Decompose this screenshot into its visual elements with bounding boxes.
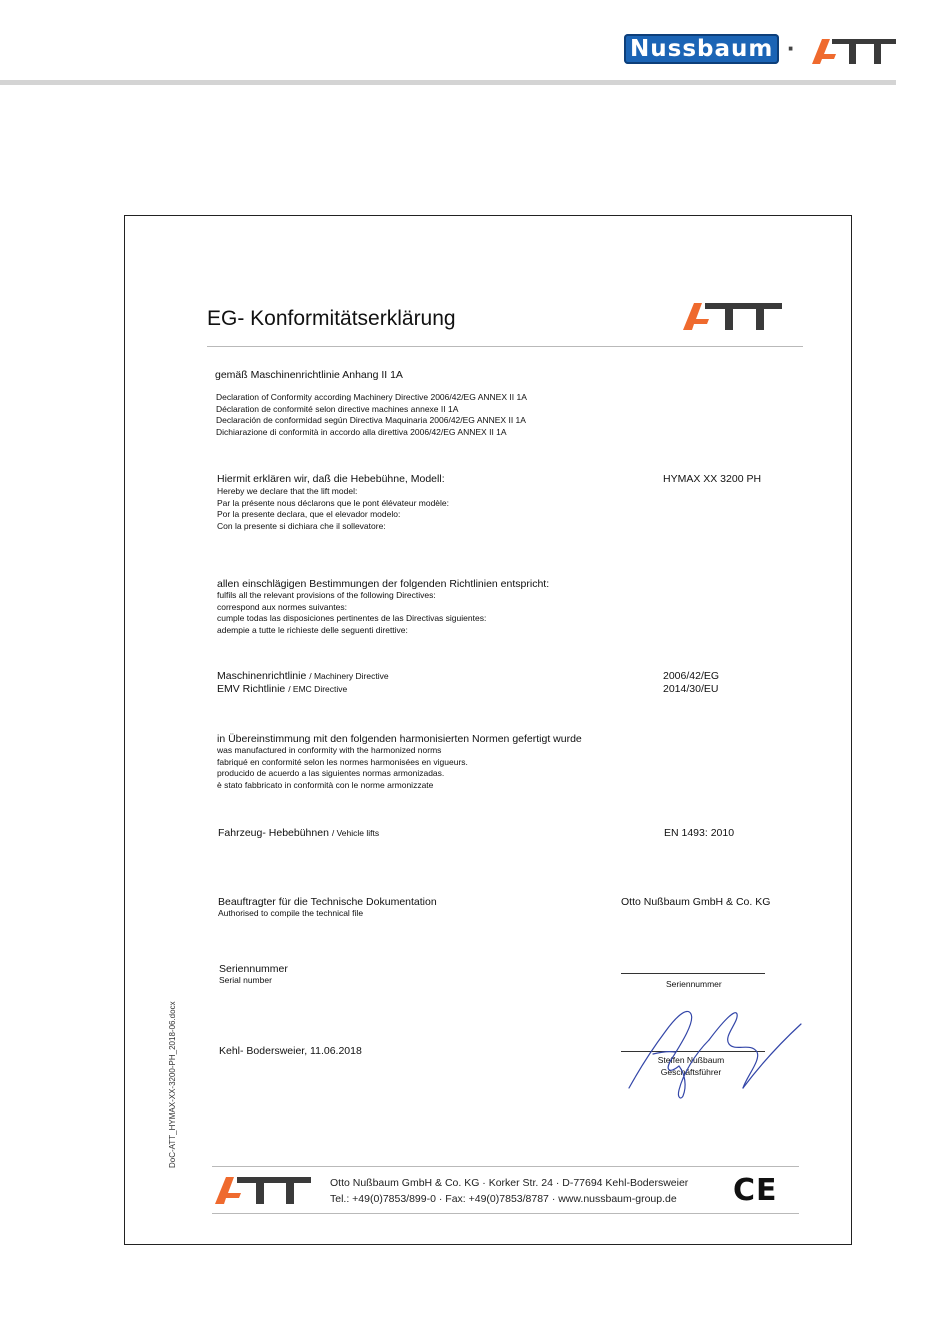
subtitle-de: gemäß Maschinenrichtlinie Anhang II 1A <box>215 369 403 381</box>
subtitle-translations <box>216 392 527 438</box>
model-label-es: Por la presente declara, que el elevador modelo: <box>217 509 401 520</box>
norm-code: EN 1493: 2010 <box>664 827 735 839</box>
directives-label-translations <box>217 590 486 636</box>
model-label-fr: Par la présente nous déclarons que le pont élévateur modèle: <box>217 497 450 508</box>
model-label-it: Con la presente si dichiara che il sollevatore: <box>217 520 386 531</box>
header-rule <box>0 80 896 85</box>
document-filename: DoC-ATT_HYMAX-XX-3200-PH_2018-06.docx <box>168 1001 177 1168</box>
handwritten-signature <box>625 1004 805 1100</box>
document-title: EG- Konformitätserklärung <box>207 307 456 330</box>
directive-row <box>217 670 389 682</box>
documentation-label-en: Authorised to compile the technical file <box>218 908 364 918</box>
directive-name-en: / Machinery Directive <box>309 671 389 681</box>
model-label-de: Hiermit erklären wir, daß die Hebebühne, Modell: <box>217 473 445 485</box>
directive-row <box>217 683 347 695</box>
norms-label-de: in Übereinstimmung mit den folgenden harmonisierten Normen gefertigt wurde <box>217 733 582 745</box>
model-label-translations <box>217 486 449 532</box>
signatory-name: Steffen Nußbaum <box>657 1055 725 1065</box>
directive-name-de: Maschinenrichtlinie <box>217 670 307 682</box>
subtitle-it: Dichiarazione di conformità in accordo alla direttiva 2006/42/EG ANNEX II 1A <box>216 426 507 437</box>
serial-field-line <box>621 973 765 974</box>
norm-row <box>218 827 379 839</box>
norms-label-it: è stato fabbricato in conformità con le norme armonizzate <box>217 779 434 790</box>
nussbaum-logo: Nussbaum <box>624 34 779 64</box>
title-rule <box>207 346 803 347</box>
serial-label-en: Serial number <box>219 975 272 985</box>
model-label-en: Hereby we declare that the lift model: <box>217 486 358 496</box>
norms-label-es: producido de acuerdo a las siguientes normas armonizadas. <box>217 768 445 779</box>
subtitle-en: Declaration of Conformity according Machinery Directive 2006/42/EG ANNEX II 1A <box>216 392 527 402</box>
norms-label-en: was manufactured in conformity with the harmonized norms <box>217 745 442 755</box>
footer-address <box>330 1175 688 1207</box>
directive-code: 2006/42/EG <box>663 670 720 682</box>
norm-name-de: Fahrzeug- Hebebühnen <box>218 827 329 839</box>
norm-name-en: / Vehicle lifts <box>331 828 380 838</box>
directives-label-de: allen einschlägigen Bestimmungen der folgenden Richtlinien entspricht: <box>217 578 550 590</box>
documentation-value: Otto Nußbaum GmbH & Co. KG <box>621 896 771 908</box>
footer-company-line: Otto Nußbaum GmbH & Co. KG · Korker Str. 24 · D-77694 Kehl-Bodersweier <box>330 1177 689 1189</box>
directives-label-es: cumple todas las disposiciones pertinentes de las Directivas siguientes: <box>217 613 487 624</box>
directives-label-en: fulfils all the relevant provisions of the following Directives: <box>217 590 436 600</box>
directive-code: 2014/30/EU <box>663 683 719 695</box>
documentation-label-de: Beauftragter für die Technische Dokumentation <box>218 896 437 908</box>
directives-label-fr: correspond aux normes suivantes: <box>217 601 347 612</box>
footer-contact-line: Tel.: +49(0)7853/899-0 · Fax: +49(0)7853/8787 · www.nussbaum-group.de <box>330 1193 677 1205</box>
norms-label-fr: fabriqué en conformité selon les normes harmonisées en vigueurs. <box>217 756 468 767</box>
att-logo-title <box>683 301 782 331</box>
ce-mark: CE <box>733 1173 778 1208</box>
signatory-role: Geschäftsführer <box>660 1066 722 1077</box>
att-logo-footer <box>215 1175 311 1205</box>
directive-name-de: EMV Richtlinie <box>217 683 286 695</box>
subtitle-es: Declaración de conformidad según Directiva Maquinaria 2006/42/EG ANNEX II 1A <box>216 415 526 426</box>
serial-field-caption: Seriennummer <box>666 979 722 989</box>
footer-rule-bottom <box>212 1213 799 1214</box>
directives-label-it: adempie a tutte le richieste delle seguenti direttive: <box>217 624 408 635</box>
directive-name-en: / EMC Directive <box>288 684 348 694</box>
subtitle-fr: Déclaration de conformité selon directive machines annexe II 1A <box>216 403 459 414</box>
logo-separator: · <box>787 33 796 63</box>
model-value: HYMAX XX 3200 PH <box>663 473 762 485</box>
att-logo-header <box>812 37 896 65</box>
footer-rule-top <box>212 1166 799 1167</box>
norms-label-translations <box>217 745 468 791</box>
serial-label-de: Seriennummer <box>219 963 288 975</box>
place-date: Kehl- Bodersweier, 11.06.2018 <box>219 1045 362 1057</box>
